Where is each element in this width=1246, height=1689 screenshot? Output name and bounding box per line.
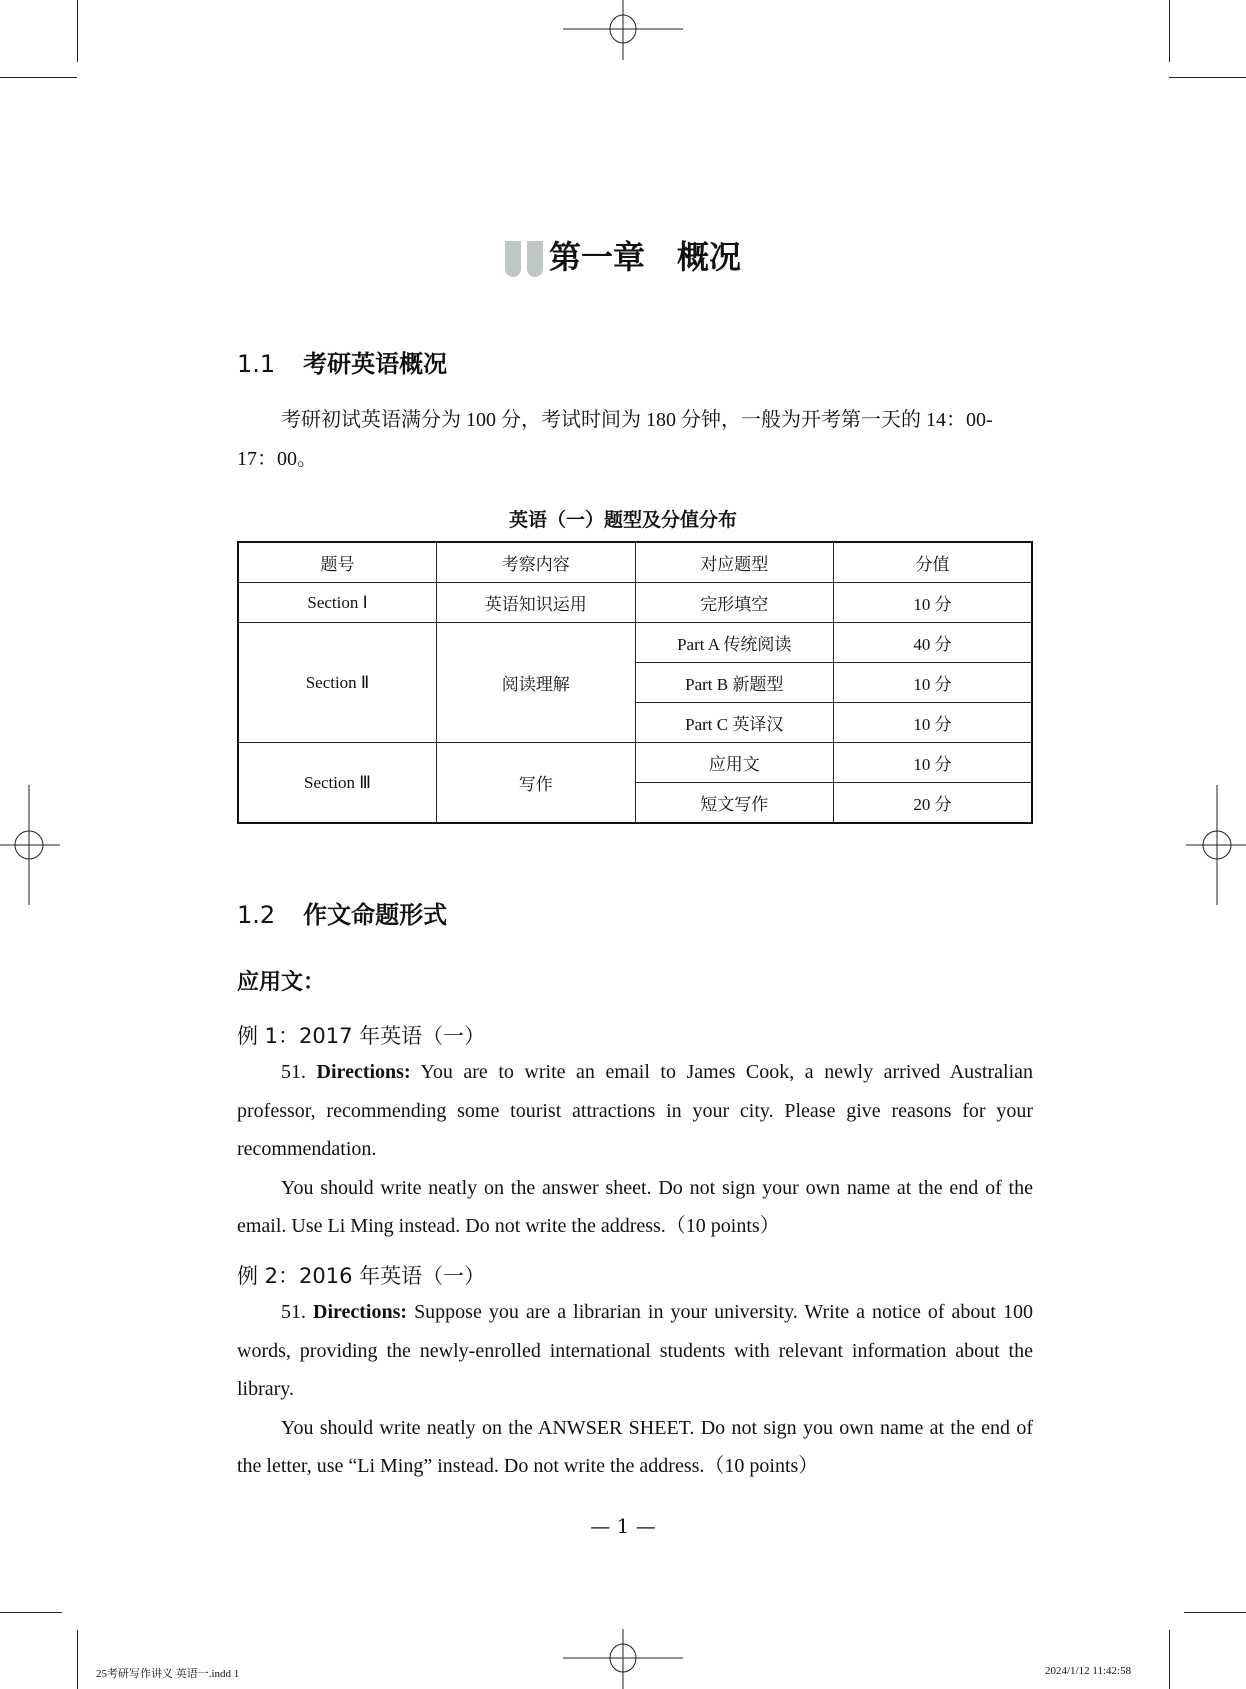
table-row: Part B 新题型 10 分: [238, 663, 1032, 703]
table-row: 短文写作 20 分: [238, 783, 1032, 824]
section-heading: 1.2 作文命题形式: [237, 901, 448, 929]
score-table: [237, 541, 1033, 824]
example-1: 51. Directions: You are to write an email to James Cook, a newly arrived Australian professor, recommending some tourist attractions in your city. Please give reasons for your recommendation. You should write neatly on the answer sheet. Do not sign your own name at the end of the email. Use Li Ming instead. Do not write the address.（10 points）: [237, 1061, 1034, 1237]
table-row: Section Ⅲ 写作 应用文 10 分: [238, 743, 1032, 783]
subheading: 应用文：: [237, 970, 326, 995]
chapter-mark-icon: [505, 241, 521, 277]
intro-paragraph: 考研初试英语满分为 100 分，考试时间为 180 分钟，一般为开考第一天的 14：00- 17：00。: [237, 409, 993, 470]
example-2: 51. Directions: Suppose you are a librarian in your university. Write a notice of about 100 words, providing the newly-enrolled international students with relevant information about the library. You should write neatly on the ANWSER SHEET. Do not sign you own name at the end of the letter, use “Li Ming” instead. Do not write the address.（10 points）: [237, 1301, 1033, 1477]
example-label: 例 2：2016 年英语（一）: [237, 1264, 486, 1288]
section-heading: 1.1 考研英语概况: [237, 350, 448, 378]
table-header-row: 题号 考察内容 对应题型 分值: [238, 542, 1032, 583]
table-row: Part C 英译汉 10 分: [238, 703, 1032, 743]
footer-timestamp: 2024/1/12 11:42:58: [1045, 1665, 1132, 1677]
table-row: Section Ⅱ 阅读理解 Part A 传统阅读 40 分: [238, 623, 1032, 663]
chapter-mark-icon: [527, 241, 543, 277]
registration-mark-icon: [1186, 785, 1246, 905]
example-label: 例 1：2017 年英语（一）: [237, 1024, 486, 1048]
table-caption: 英语（一）题型及分值分布: [508, 509, 737, 531]
page-number: — 1 —: [590, 1514, 656, 1538]
chapter-title: 第一章 概况: [0, 232, 1246, 278]
table-row: Section Ⅰ 英语知识运用 完形填空 10 分: [238, 583, 1032, 623]
footer-filename: 25考研写作讲义 英语一.indd 1: [96, 1668, 240, 1680]
registration-mark-icon: [0, 785, 60, 905]
registration-mark-icon: [563, 0, 683, 60]
registration-mark-icon: [563, 1629, 683, 1689]
